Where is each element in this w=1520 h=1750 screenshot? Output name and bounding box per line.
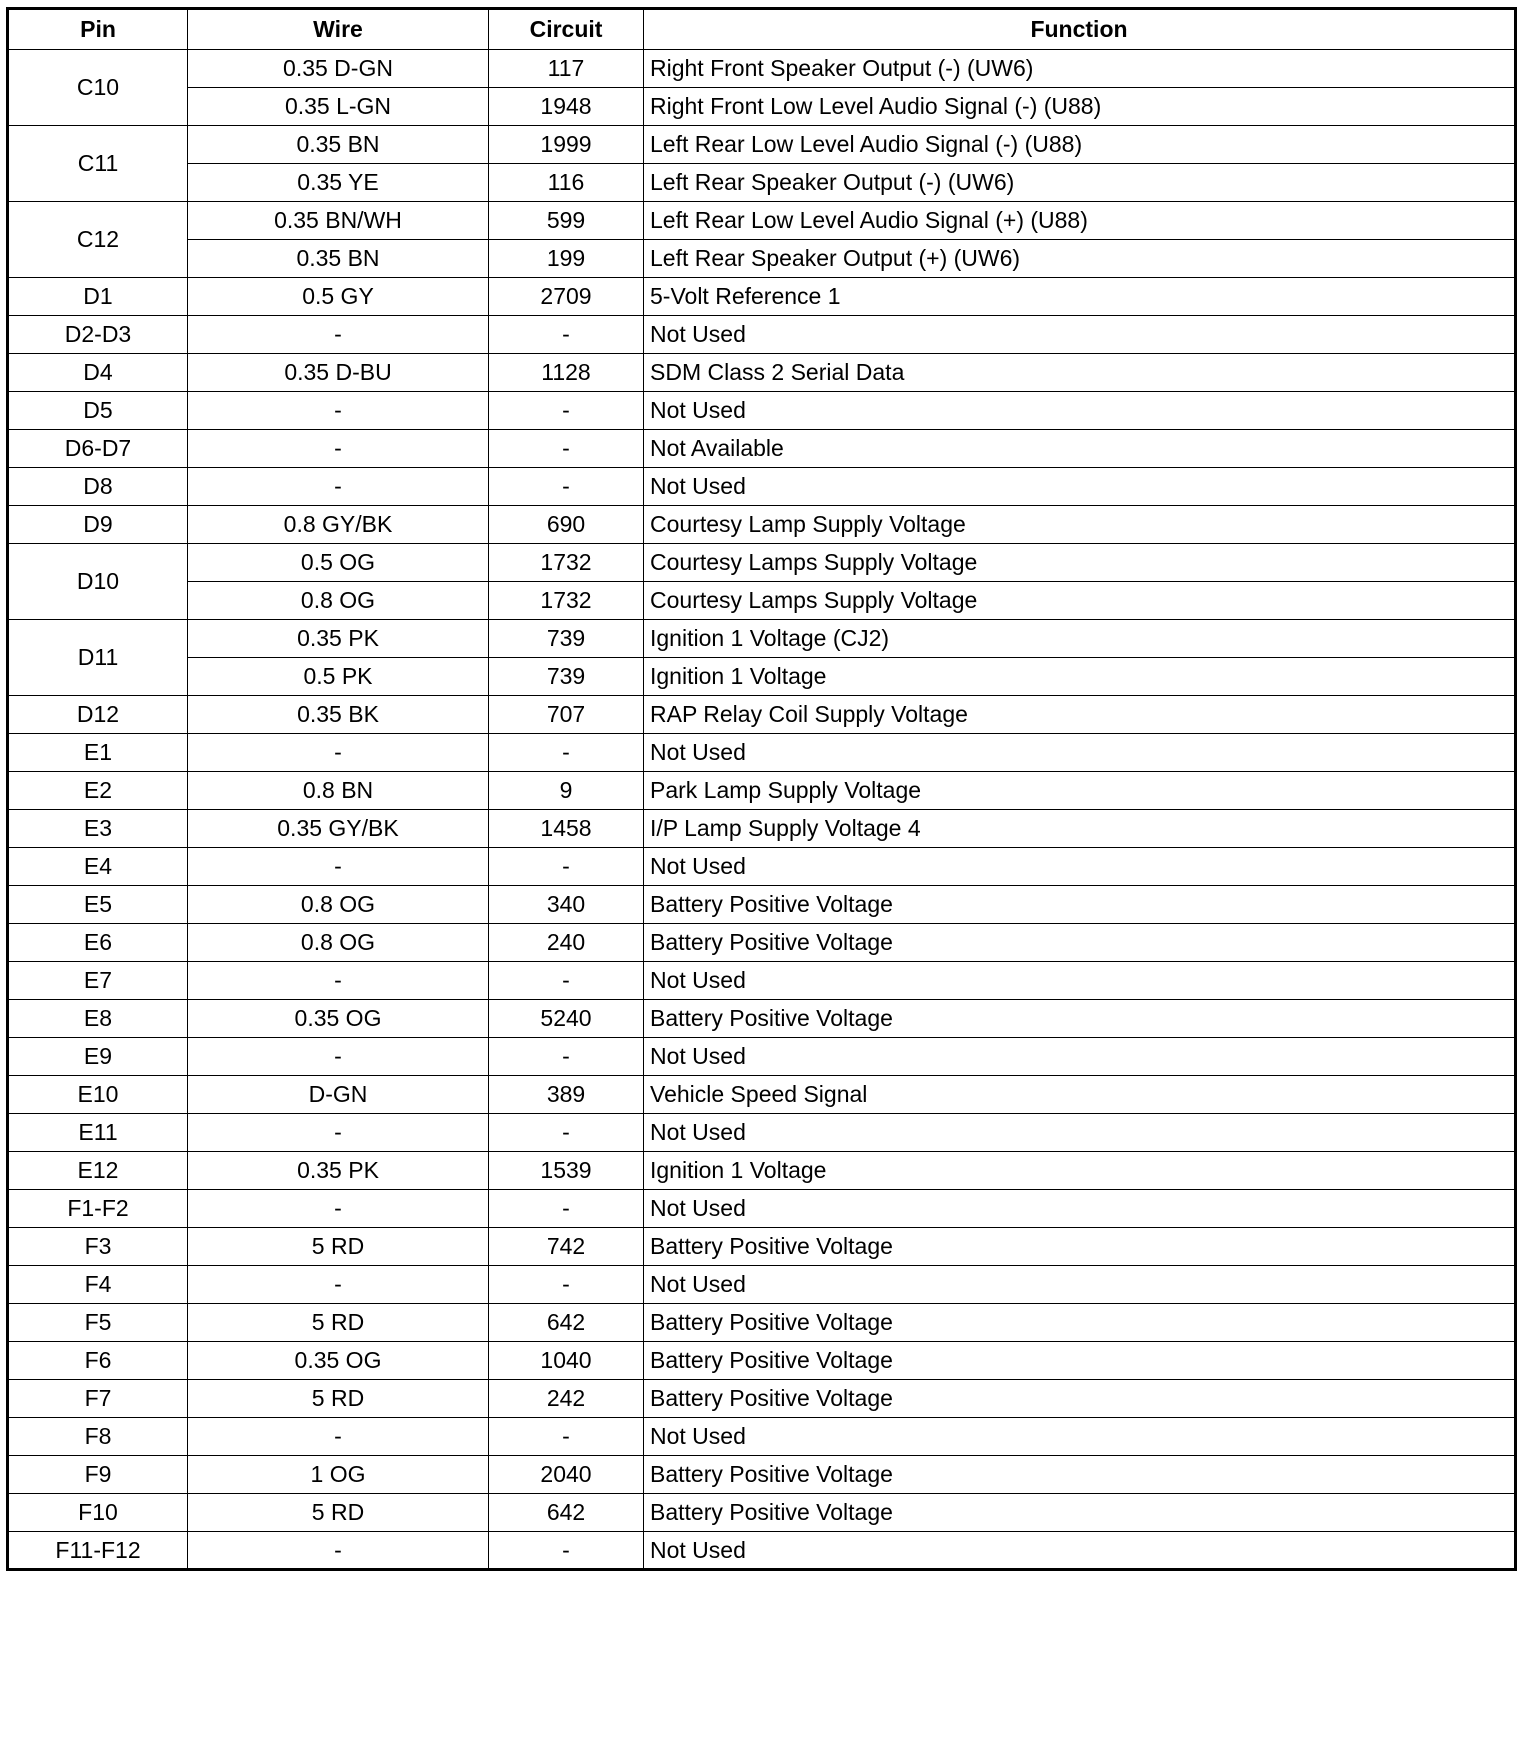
wire-cell: - bbox=[188, 468, 489, 506]
connector-pinout-table bbox=[6, 7, 1517, 1571]
pin-cell: D9 bbox=[8, 506, 188, 544]
wire-cell: 0.5 GY bbox=[188, 278, 489, 316]
function-cell: Not Available bbox=[644, 430, 1516, 468]
circuit-cell: 642 bbox=[489, 1494, 644, 1532]
circuit-cell: 1040 bbox=[489, 1342, 644, 1380]
table-row bbox=[8, 734, 1516, 772]
pin-cell: E5 bbox=[8, 886, 188, 924]
circuit-cell: 5240 bbox=[489, 1000, 644, 1038]
table-row bbox=[8, 696, 1516, 734]
table-row bbox=[8, 430, 1516, 468]
circuit-cell: 1948 bbox=[489, 88, 644, 126]
function-cell: Courtesy Lamps Supply Voltage bbox=[644, 544, 1516, 582]
function-cell: Park Lamp Supply Voltage bbox=[644, 772, 1516, 810]
table-row bbox=[8, 1190, 1516, 1228]
table-row bbox=[8, 1266, 1516, 1304]
pin-cell: E12 bbox=[8, 1152, 188, 1190]
function-cell: Battery Positive Voltage bbox=[644, 1380, 1516, 1418]
pin-cell: F4 bbox=[8, 1266, 188, 1304]
wire-cell: - bbox=[188, 1190, 489, 1228]
circuit-cell: 242 bbox=[489, 1380, 644, 1418]
pin-cell: D5 bbox=[8, 392, 188, 430]
pin-cell: D4 bbox=[8, 354, 188, 392]
table-row bbox=[8, 1456, 1516, 1494]
table-row bbox=[8, 1304, 1516, 1342]
circuit-cell: 742 bbox=[489, 1228, 644, 1266]
function-cell: Not Used bbox=[644, 316, 1516, 354]
function-cell: Battery Positive Voltage bbox=[644, 1228, 1516, 1266]
wire-cell: 0.35 OG bbox=[188, 1000, 489, 1038]
circuit-cell: 739 bbox=[489, 658, 644, 696]
wire-cell: 0.8 GY/BK bbox=[188, 506, 489, 544]
circuit-cell: 116 bbox=[489, 164, 644, 202]
pin-cell: E10 bbox=[8, 1076, 188, 1114]
table-row bbox=[8, 772, 1516, 810]
header-wire: Wire bbox=[188, 9, 489, 50]
function-cell: Not Used bbox=[644, 962, 1516, 1000]
circuit-cell: 117 bbox=[489, 50, 644, 88]
function-cell: Not Used bbox=[644, 1114, 1516, 1152]
circuit-cell: - bbox=[489, 848, 644, 886]
table-row bbox=[8, 658, 1516, 696]
pin-cell: E11 bbox=[8, 1114, 188, 1152]
table-row bbox=[8, 1228, 1516, 1266]
table-row bbox=[8, 278, 1516, 316]
wire-cell: - bbox=[188, 1418, 489, 1456]
function-cell: Not Used bbox=[644, 848, 1516, 886]
wire-cell: 0.35 PK bbox=[188, 1152, 489, 1190]
circuit-cell: - bbox=[489, 316, 644, 354]
table-row bbox=[8, 1152, 1516, 1190]
function-cell: Ignition 1 Voltage bbox=[644, 658, 1516, 696]
pin-cell: C11 bbox=[8, 126, 188, 202]
wire-cell: 0.5 OG bbox=[188, 544, 489, 582]
table-row bbox=[8, 202, 1516, 240]
wire-cell: 0.8 BN bbox=[188, 772, 489, 810]
function-cell: Ignition 1 Voltage bbox=[644, 1152, 1516, 1190]
circuit-cell: - bbox=[489, 468, 644, 506]
wire-cell: 5 RD bbox=[188, 1228, 489, 1266]
table-row bbox=[8, 240, 1516, 278]
circuit-cell: - bbox=[489, 392, 644, 430]
pin-cell: E6 bbox=[8, 924, 188, 962]
wire-cell: - bbox=[188, 962, 489, 1000]
table-row bbox=[8, 1418, 1516, 1456]
table-row bbox=[8, 886, 1516, 924]
circuit-cell: 690 bbox=[489, 506, 644, 544]
pin-cell: D8 bbox=[8, 468, 188, 506]
wire-cell: 0.35 OG bbox=[188, 1342, 489, 1380]
wire-cell: D-GN bbox=[188, 1076, 489, 1114]
wire-cell: - bbox=[188, 316, 489, 354]
function-cell: Not Used bbox=[644, 468, 1516, 506]
function-cell: Left Rear Speaker Output (-) (UW6) bbox=[644, 164, 1516, 202]
wire-cell: - bbox=[188, 1266, 489, 1304]
function-cell: Vehicle Speed Signal bbox=[644, 1076, 1516, 1114]
wire-cell: - bbox=[188, 392, 489, 430]
table-row bbox=[8, 1494, 1516, 1532]
circuit-cell: 739 bbox=[489, 620, 644, 658]
wire-cell: 0.35 GY/BK bbox=[188, 810, 489, 848]
table-row bbox=[8, 1076, 1516, 1114]
function-cell: Courtesy Lamps Supply Voltage bbox=[644, 582, 1516, 620]
function-cell: Right Front Low Level Audio Signal (-) (U88) bbox=[644, 88, 1516, 126]
table-row bbox=[8, 582, 1516, 620]
circuit-cell: - bbox=[489, 734, 644, 772]
table-row bbox=[8, 810, 1516, 848]
pin-cell: F3 bbox=[8, 1228, 188, 1266]
wire-cell: - bbox=[188, 1114, 489, 1152]
wire-cell: 0.8 OG bbox=[188, 886, 489, 924]
table-row bbox=[8, 1532, 1516, 1570]
wire-cell: 0.35 YE bbox=[188, 164, 489, 202]
pin-cell: D11 bbox=[8, 620, 188, 696]
table-row bbox=[8, 50, 1516, 88]
function-cell: Right Front Speaker Output (-) (UW6) bbox=[644, 50, 1516, 88]
table-row bbox=[8, 392, 1516, 430]
pin-cell: D6-D7 bbox=[8, 430, 188, 468]
circuit-cell: 1128 bbox=[489, 354, 644, 392]
table-row bbox=[8, 1038, 1516, 1076]
header-circuit: Circuit bbox=[489, 9, 644, 50]
table-row bbox=[8, 164, 1516, 202]
pin-cell: C12 bbox=[8, 202, 188, 278]
pin-cell: F8 bbox=[8, 1418, 188, 1456]
function-cell: Ignition 1 Voltage (CJ2) bbox=[644, 620, 1516, 658]
function-cell: 5-Volt Reference 1 bbox=[644, 278, 1516, 316]
circuit-cell: 240 bbox=[489, 924, 644, 962]
circuit-cell: 1732 bbox=[489, 582, 644, 620]
wire-cell: 5 RD bbox=[188, 1380, 489, 1418]
pin-cell: F9 bbox=[8, 1456, 188, 1494]
header-pin: Pin bbox=[8, 9, 188, 50]
wire-cell: 0.35 BN/WH bbox=[188, 202, 489, 240]
function-cell: Left Rear Low Level Audio Signal (+) (U88) bbox=[644, 202, 1516, 240]
wire-cell: 0.35 D-BU bbox=[188, 354, 489, 392]
table-row bbox=[8, 1342, 1516, 1380]
pin-cell: E8 bbox=[8, 1000, 188, 1038]
pin-cell: D1 bbox=[8, 278, 188, 316]
function-cell: Battery Positive Voltage bbox=[644, 1494, 1516, 1532]
pin-cell: F5 bbox=[8, 1304, 188, 1342]
table-row bbox=[8, 1380, 1516, 1418]
circuit-cell: - bbox=[489, 1038, 644, 1076]
circuit-cell: - bbox=[489, 1418, 644, 1456]
function-cell: Battery Positive Voltage bbox=[644, 1342, 1516, 1380]
function-cell: I/P Lamp Supply Voltage 4 bbox=[644, 810, 1516, 848]
function-cell: SDM Class 2 Serial Data bbox=[644, 354, 1516, 392]
circuit-cell: 707 bbox=[489, 696, 644, 734]
table-row bbox=[8, 620, 1516, 658]
circuit-cell: 1732 bbox=[489, 544, 644, 582]
wire-cell: - bbox=[188, 1532, 489, 1570]
function-cell: Not Used bbox=[644, 1532, 1516, 1570]
wire-cell: 0.35 D-GN bbox=[188, 50, 489, 88]
pin-cell: F11-F12 bbox=[8, 1532, 188, 1570]
circuit-cell: - bbox=[489, 430, 644, 468]
table-row bbox=[8, 354, 1516, 392]
function-cell: Left Rear Speaker Output (+) (UW6) bbox=[644, 240, 1516, 278]
circuit-cell: 1539 bbox=[489, 1152, 644, 1190]
table-row bbox=[8, 962, 1516, 1000]
function-cell: Not Used bbox=[644, 392, 1516, 430]
pin-cell: D10 bbox=[8, 544, 188, 620]
table-body bbox=[8, 50, 1516, 1570]
pin-cell: D12 bbox=[8, 696, 188, 734]
function-cell: Not Used bbox=[644, 1190, 1516, 1228]
table-row bbox=[8, 88, 1516, 126]
function-cell: Not Used bbox=[644, 734, 1516, 772]
pin-cell: E3 bbox=[8, 810, 188, 848]
pin-cell: F1-F2 bbox=[8, 1190, 188, 1228]
function-cell: Battery Positive Voltage bbox=[644, 924, 1516, 962]
pin-cell: F6 bbox=[8, 1342, 188, 1380]
pin-cell: D2-D3 bbox=[8, 316, 188, 354]
pin-cell: E4 bbox=[8, 848, 188, 886]
function-cell: Battery Positive Voltage bbox=[644, 886, 1516, 924]
circuit-cell: 2709 bbox=[489, 278, 644, 316]
wire-cell: - bbox=[188, 430, 489, 468]
circuit-cell: - bbox=[489, 962, 644, 1000]
table-row bbox=[8, 544, 1516, 582]
circuit-cell: 9 bbox=[489, 772, 644, 810]
pin-cell: F10 bbox=[8, 1494, 188, 1532]
wire-cell: 0.5 PK bbox=[188, 658, 489, 696]
table-row bbox=[8, 468, 1516, 506]
function-cell: Not Used bbox=[644, 1418, 1516, 1456]
pin-cell: E1 bbox=[8, 734, 188, 772]
pin-cell: E9 bbox=[8, 1038, 188, 1076]
circuit-cell: 340 bbox=[489, 886, 644, 924]
circuit-cell: 389 bbox=[489, 1076, 644, 1114]
circuit-cell: 1999 bbox=[489, 126, 644, 164]
function-cell: Not Used bbox=[644, 1038, 1516, 1076]
function-cell: Left Rear Low Level Audio Signal (-) (U88) bbox=[644, 126, 1516, 164]
wire-cell: - bbox=[188, 848, 489, 886]
pin-cell: F7 bbox=[8, 1380, 188, 1418]
circuit-cell: 199 bbox=[489, 240, 644, 278]
wire-cell: 0.8 OG bbox=[188, 924, 489, 962]
wire-cell: 0.35 BK bbox=[188, 696, 489, 734]
wire-cell: - bbox=[188, 1038, 489, 1076]
wire-cell: 5 RD bbox=[188, 1304, 489, 1342]
pin-cell: E7 bbox=[8, 962, 188, 1000]
table-row bbox=[8, 506, 1516, 544]
table-row bbox=[8, 316, 1516, 354]
function-cell: Courtesy Lamp Supply Voltage bbox=[644, 506, 1516, 544]
table-row bbox=[8, 1114, 1516, 1152]
circuit-cell: 1458 bbox=[489, 810, 644, 848]
function-cell: RAP Relay Coil Supply Voltage bbox=[644, 696, 1516, 734]
pin-cell: C10 bbox=[8, 50, 188, 126]
table-row bbox=[8, 126, 1516, 164]
header-function: Function bbox=[644, 9, 1516, 50]
wire-cell: 0.35 BN bbox=[188, 240, 489, 278]
wire-cell: 0.35 L-GN bbox=[188, 88, 489, 126]
wire-cell: 5 RD bbox=[188, 1494, 489, 1532]
function-cell: Battery Positive Voltage bbox=[644, 1456, 1516, 1494]
wire-cell: - bbox=[188, 734, 489, 772]
function-cell: Not Used bbox=[644, 1266, 1516, 1304]
circuit-cell: - bbox=[489, 1266, 644, 1304]
circuit-cell: - bbox=[489, 1190, 644, 1228]
wire-cell: 0.35 BN bbox=[188, 126, 489, 164]
table-row bbox=[8, 848, 1516, 886]
circuit-cell: 642 bbox=[489, 1304, 644, 1342]
table-row bbox=[8, 1000, 1516, 1038]
wire-cell: 0.8 OG bbox=[188, 582, 489, 620]
circuit-cell: - bbox=[489, 1532, 644, 1570]
circuit-cell: 599 bbox=[489, 202, 644, 240]
function-cell: Battery Positive Voltage bbox=[644, 1304, 1516, 1342]
wire-cell: 0.35 PK bbox=[188, 620, 489, 658]
function-cell: Battery Positive Voltage bbox=[644, 1000, 1516, 1038]
pin-cell: E2 bbox=[8, 772, 188, 810]
wire-cell: 1 OG bbox=[188, 1456, 489, 1494]
table-row bbox=[8, 924, 1516, 962]
header-row bbox=[8, 9, 1516, 50]
circuit-cell: 2040 bbox=[489, 1456, 644, 1494]
circuit-cell: - bbox=[489, 1114, 644, 1152]
